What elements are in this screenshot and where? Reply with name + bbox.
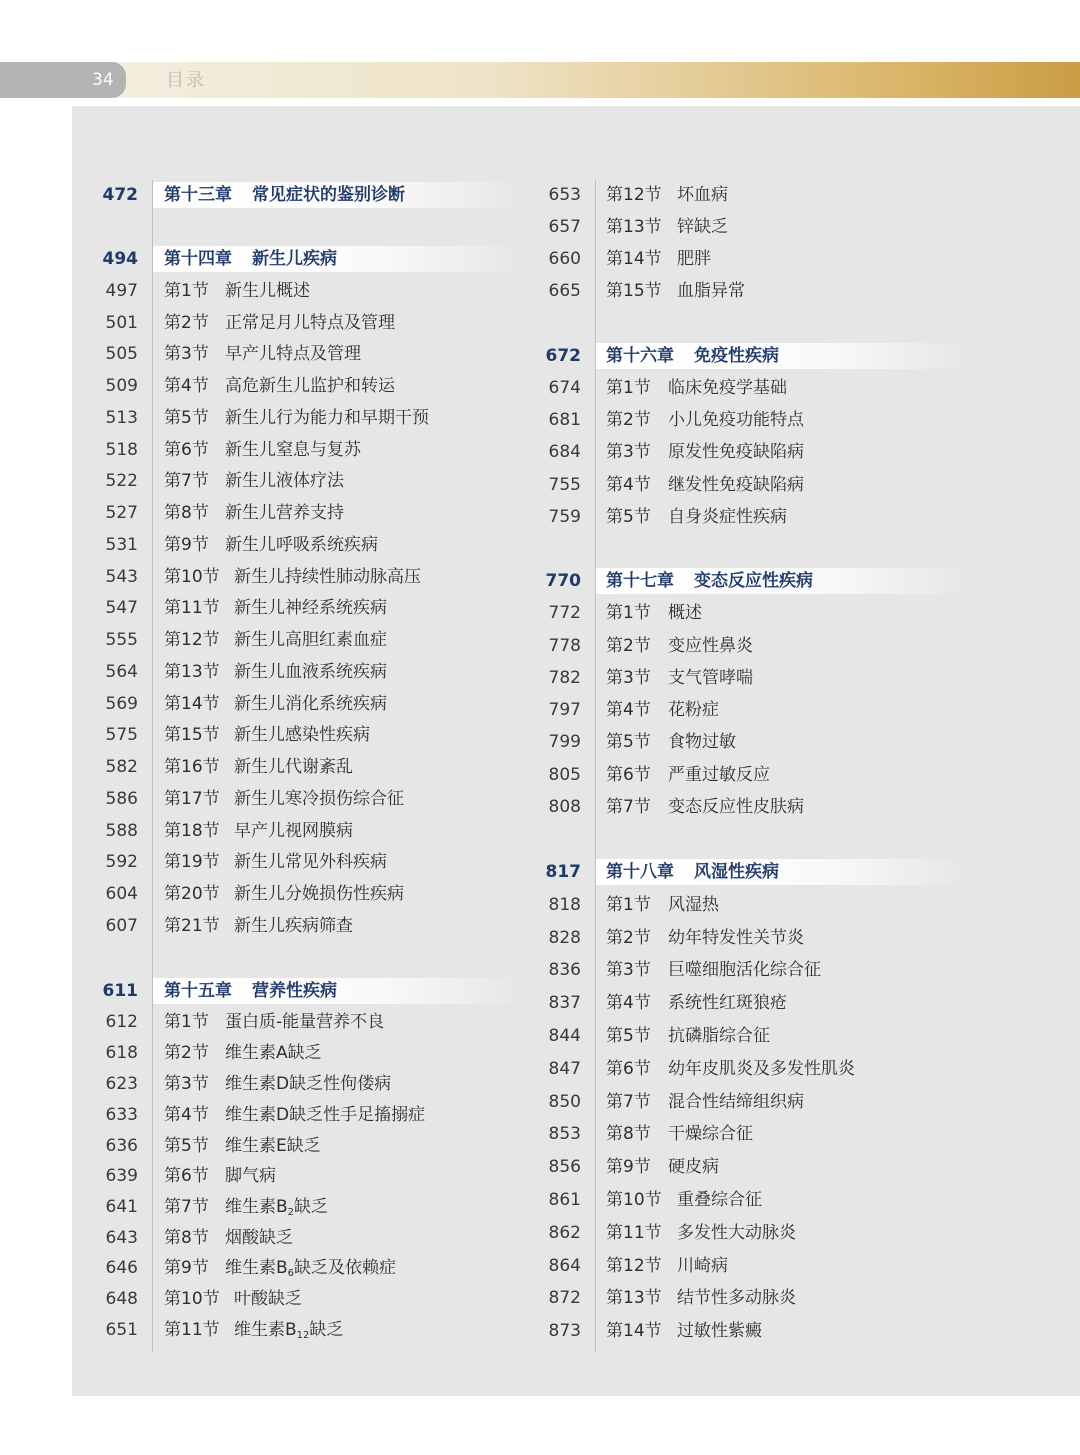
section-title: 严重过敏反应 bbox=[668, 765, 770, 785]
section-title: 坏血病 bbox=[677, 185, 728, 205]
section-label: 第7节 bbox=[164, 1197, 209, 1217]
page-number-cell: 797 bbox=[548, 700, 581, 720]
section-title: 维生素D缺乏性佝偻病 bbox=[225, 1074, 392, 1094]
page-number-cell: 808 bbox=[548, 797, 581, 817]
section-title: 原发性免疫缺陷病 bbox=[668, 442, 804, 462]
section-title: 新生儿液体疗法 bbox=[225, 471, 344, 491]
section-title: 新生儿高胆红素血症 bbox=[234, 630, 387, 650]
toc-row[interactable] bbox=[0, 180, 1080, 210]
section-label: 第12节 bbox=[606, 1256, 662, 1276]
section-title: 混合性结缔组织病 bbox=[668, 1092, 804, 1112]
toc-row[interactable] bbox=[0, 502, 1080, 532]
toc-row[interactable] bbox=[0, 1251, 1080, 1281]
page-number-cell: 782 bbox=[548, 668, 581, 688]
page-number-cell: 657 bbox=[548, 217, 581, 237]
toc-row[interactable] bbox=[0, 955, 1080, 985]
page-number-cell: 853 bbox=[548, 1124, 581, 1144]
section-title: 维生素D缺乏性手足搐搦症 bbox=[225, 1105, 426, 1125]
page-number-cell: 575 bbox=[105, 725, 138, 745]
chapter-label: 第十八章 bbox=[606, 862, 674, 882]
section-title: 新生儿血液系统疾病 bbox=[234, 662, 387, 682]
section-title: 硬皮病 bbox=[668, 1157, 719, 1177]
page-number-cell: 513 bbox=[105, 408, 138, 428]
section-label: 第17节 bbox=[164, 789, 220, 809]
section-title: 过敏性紫癜 bbox=[677, 1321, 762, 1341]
section-title: 维生素A缺乏 bbox=[225, 1043, 322, 1063]
toc-row[interactable] bbox=[0, 308, 1080, 338]
chapter-label: 第十七章 bbox=[606, 571, 674, 591]
page-number-cell: 665 bbox=[548, 281, 581, 301]
section-title: 新生儿分娩损伤性疾病 bbox=[234, 884, 404, 904]
page-number-cell: 672 bbox=[545, 346, 581, 366]
chapter-title: 风湿性疾病 bbox=[694, 862, 779, 882]
toc-row[interactable] bbox=[0, 1316, 1080, 1346]
page-number-cell: 522 bbox=[105, 471, 138, 491]
section-label: 第13节 bbox=[606, 217, 662, 237]
section-label: 第1节 bbox=[606, 378, 651, 398]
chapter-label: 第十六章 bbox=[606, 346, 674, 366]
toc-row[interactable] bbox=[0, 1021, 1080, 1051]
toc-row[interactable] bbox=[0, 373, 1080, 403]
toc-row[interactable] bbox=[0, 923, 1080, 953]
chapter-label: 第十五章 bbox=[164, 981, 232, 1001]
page-number-cell: 494 bbox=[102, 249, 138, 269]
page-number-cell: 547 bbox=[105, 598, 138, 618]
title-subscript: 2 bbox=[287, 1207, 295, 1218]
section-title: 临床免疫学基础 bbox=[668, 378, 787, 398]
toc-row[interactable] bbox=[0, 727, 1080, 757]
section-title: 自身炎症性疾病 bbox=[668, 507, 787, 527]
title-text: 维生素B bbox=[234, 1320, 297, 1340]
title-text: 缺乏及依赖症 bbox=[294, 1258, 397, 1278]
page-number-cell: 604 bbox=[105, 884, 138, 904]
page-number-cell: 861 bbox=[548, 1190, 581, 1210]
section-title: 锌缺乏 bbox=[677, 217, 728, 237]
title-text: 维生素B bbox=[225, 1197, 288, 1217]
page-number-cell: 864 bbox=[548, 1256, 581, 1276]
section-label: 第1节 bbox=[164, 1012, 209, 1032]
chapter-title: 常见症状的鉴别诊断 bbox=[252, 185, 405, 205]
page-number-cell: 612 bbox=[105, 1012, 138, 1032]
section-title: 新生儿寒冷损伤综合征 bbox=[234, 789, 404, 809]
section-title: 血脂异常 bbox=[677, 281, 745, 301]
section-label: 第12节 bbox=[606, 185, 662, 205]
section-label: 第8节 bbox=[164, 503, 209, 523]
section-label: 第15节 bbox=[606, 281, 662, 301]
chapter-title: 新生儿疾病 bbox=[252, 249, 337, 269]
section-label: 第4节 bbox=[606, 993, 651, 1013]
section-label: 第10节 bbox=[164, 567, 220, 587]
page-number-cell: 862 bbox=[548, 1223, 581, 1243]
page-number-cell: 850 bbox=[548, 1092, 581, 1112]
section-title: 系统性红斑狼疮 bbox=[668, 993, 787, 1013]
section-label: 第9节 bbox=[164, 535, 209, 555]
section-label: 第5节 bbox=[606, 732, 651, 752]
toc-row[interactable] bbox=[0, 890, 1080, 920]
page-number-cell: 770 bbox=[545, 571, 581, 591]
section-title: 抗磷脂综合征 bbox=[668, 1026, 770, 1046]
toc-row[interactable] bbox=[0, 1152, 1080, 1182]
toc-row[interactable] bbox=[0, 437, 1080, 467]
section-label: 第7节 bbox=[164, 471, 209, 491]
section-label: 第7节 bbox=[606, 797, 651, 817]
page-number-cell: 674 bbox=[548, 378, 581, 398]
section-label: 第2节 bbox=[164, 1043, 209, 1063]
title-subscript: 6 bbox=[287, 1268, 295, 1279]
section-label: 第8节 bbox=[164, 1228, 209, 1248]
section-title: 新生儿呼吸系统疾病 bbox=[225, 535, 378, 555]
section-title: 变应性鼻炎 bbox=[668, 636, 753, 656]
page-number-cell: 755 bbox=[548, 475, 581, 495]
page-number-cell: 653 bbox=[548, 185, 581, 205]
page-number-cell: 564 bbox=[105, 662, 138, 682]
toc-row[interactable] bbox=[0, 1087, 1080, 1117]
page-number-cell: 633 bbox=[105, 1105, 138, 1125]
page-number-cell: 772 bbox=[548, 603, 581, 623]
page-number-cell: 555 bbox=[105, 630, 138, 650]
title-subscript: 12 bbox=[296, 1330, 310, 1341]
section-label: 第14节 bbox=[164, 694, 220, 714]
chapter-row[interactable] bbox=[0, 566, 1080, 596]
page-number-cell: 660 bbox=[548, 249, 581, 269]
page-number-cell: 651 bbox=[105, 1320, 138, 1340]
header-bar bbox=[0, 62, 1080, 98]
section-label: 第10节 bbox=[606, 1190, 662, 1210]
section-title: 新生儿窒息与复苏 bbox=[225, 440, 361, 460]
page-number-cell: 639 bbox=[105, 1166, 138, 1186]
toc-row[interactable] bbox=[0, 1054, 1080, 1084]
section-title: 食物过敏 bbox=[668, 732, 736, 752]
page-number-cell: 505 bbox=[105, 344, 138, 364]
section-label: 第3节 bbox=[606, 960, 651, 980]
page-number-cell: 607 bbox=[105, 916, 138, 936]
chapter-row[interactable] bbox=[0, 341, 1080, 371]
page-number-cell: 836 bbox=[548, 960, 581, 980]
toc-row[interactable] bbox=[0, 1185, 1080, 1215]
section-title: 新生儿感染性疾病 bbox=[234, 725, 370, 745]
section-label: 第16节 bbox=[164, 757, 220, 777]
page-number-cell: 518 bbox=[105, 440, 138, 460]
section-label: 第20节 bbox=[164, 884, 220, 904]
title-text: 缺乏 bbox=[294, 1197, 329, 1217]
section-label: 第2节 bbox=[606, 636, 651, 656]
section-title: 巨噬细胞活化综合征 bbox=[668, 960, 821, 980]
page-number-cell: 828 bbox=[548, 928, 581, 948]
section-title: 正常足月儿特点及管理 bbox=[225, 313, 395, 333]
section-label: 第4节 bbox=[606, 700, 651, 720]
section-label: 第18节 bbox=[164, 821, 220, 841]
section-title: 幼年特发性关节炎 bbox=[668, 928, 804, 948]
page-number-cell: 497 bbox=[105, 281, 138, 301]
section-title: 肥胖 bbox=[677, 249, 711, 269]
chapter-row[interactable] bbox=[0, 857, 1080, 887]
section-label: 第9节 bbox=[606, 1157, 651, 1177]
section-label: 第11节 bbox=[606, 1223, 662, 1243]
page-number-cell: 873 bbox=[548, 1321, 581, 1341]
toc-row[interactable] bbox=[0, 244, 1080, 274]
toc-row[interactable] bbox=[0, 276, 1080, 306]
section-title: 新生儿消化系统疾病 bbox=[234, 694, 387, 714]
page-number-cell: 648 bbox=[105, 1289, 138, 1309]
chapter-title: 营养性疾病 bbox=[252, 981, 337, 1001]
toc-row[interactable] bbox=[0, 988, 1080, 1018]
section-title: 早产儿特点及管理 bbox=[225, 344, 361, 364]
toc-row[interactable] bbox=[0, 598, 1080, 628]
page-number-cell: 586 bbox=[105, 789, 138, 809]
section-label: 第5节 bbox=[606, 507, 651, 527]
page-number-cell: 759 bbox=[548, 507, 581, 527]
toc-row[interactable] bbox=[0, 631, 1080, 661]
page-number-cell: 531 bbox=[105, 535, 138, 555]
page-number-cell: 684 bbox=[548, 442, 581, 462]
section-label: 第1节 bbox=[164, 281, 209, 301]
page-number-cell: 611 bbox=[102, 981, 138, 1001]
section-label: 第1节 bbox=[606, 895, 651, 915]
section-label: 第3节 bbox=[606, 442, 651, 462]
section-title: 烟酸缺乏 bbox=[225, 1228, 293, 1248]
section-label: 第11节 bbox=[164, 598, 220, 618]
page-number-cell: 501 bbox=[105, 313, 138, 333]
page-number-cell: 818 bbox=[548, 895, 581, 915]
section-label: 第21节 bbox=[164, 916, 220, 936]
section-title: 新生儿营养支持 bbox=[225, 503, 344, 523]
page-number: 34 bbox=[0, 62, 126, 98]
section-label: 第6节 bbox=[164, 440, 209, 460]
section-title: 新生儿代谢紊乱 bbox=[234, 757, 353, 777]
section-label: 第12节 bbox=[164, 630, 220, 650]
section-label: 第5节 bbox=[606, 1026, 651, 1046]
section-label: 第11节 bbox=[164, 1320, 220, 1340]
section-label: 第4节 bbox=[606, 475, 651, 495]
section-title: 重叠综合征 bbox=[677, 1190, 762, 1210]
toc-row[interactable] bbox=[0, 695, 1080, 725]
page-number-cell: 592 bbox=[105, 852, 138, 872]
page-number-cell: 582 bbox=[105, 757, 138, 777]
page-number-cell: 799 bbox=[548, 732, 581, 752]
section-label: 第4节 bbox=[164, 1105, 209, 1125]
page-number-cell: 509 bbox=[105, 376, 138, 396]
page-number-cell: 646 bbox=[105, 1258, 138, 1278]
section-label: 第2节 bbox=[164, 313, 209, 333]
section-title: 结节性多动脉炎 bbox=[677, 1288, 796, 1308]
section-title: 叶酸缺乏 bbox=[234, 1289, 302, 1309]
section-label: 第3节 bbox=[606, 668, 651, 688]
section-label: 第9节 bbox=[164, 1258, 209, 1278]
page-number-cell: 681 bbox=[548, 410, 581, 430]
title-text: 缺乏 bbox=[309, 1320, 344, 1340]
title-text: 维生素B bbox=[225, 1258, 288, 1278]
page-number-cell: 641 bbox=[105, 1197, 138, 1217]
page-number-cell: 844 bbox=[548, 1026, 581, 1046]
page-number-cell: 872 bbox=[548, 1288, 581, 1308]
section-title: 新生儿行为能力和早期干预 bbox=[225, 408, 429, 428]
section-label: 第6节 bbox=[606, 1059, 651, 1079]
page-number-cell: 588 bbox=[105, 821, 138, 841]
section-title: 维生素E缺乏 bbox=[225, 1136, 321, 1156]
section-title: 新生儿常见外科疾病 bbox=[234, 852, 387, 872]
section-title: 干燥综合征 bbox=[668, 1124, 753, 1144]
toc-row[interactable] bbox=[0, 530, 1080, 560]
section-label: 第10节 bbox=[164, 1289, 220, 1309]
page-number-cell: 817 bbox=[545, 862, 581, 882]
section-title: 支气管哮喘 bbox=[668, 668, 753, 688]
toc-row[interactable] bbox=[0, 470, 1080, 500]
page-number-cell: 618 bbox=[105, 1043, 138, 1063]
section-title: 风湿热 bbox=[668, 895, 719, 915]
section-label: 第5节 bbox=[164, 408, 209, 428]
page-number-cell: 778 bbox=[548, 636, 581, 656]
page-number-cell: 543 bbox=[105, 567, 138, 587]
section-label: 第8节 bbox=[606, 1124, 651, 1144]
page-number-cell: 643 bbox=[105, 1228, 138, 1248]
section-label: 第2节 bbox=[606, 410, 651, 430]
section-label: 第14节 bbox=[606, 1321, 662, 1341]
section-title: 新生儿持续性肺动脉高压 bbox=[234, 567, 421, 587]
section-title: 小儿免疫功能特点 bbox=[668, 410, 804, 430]
section-title: 早产儿视网膜病 bbox=[234, 821, 353, 841]
page-title: 目录 bbox=[166, 70, 206, 91]
toc-row[interactable] bbox=[0, 792, 1080, 822]
toc-row[interactable] bbox=[0, 1218, 1080, 1248]
toc-row[interactable] bbox=[0, 760, 1080, 790]
section-label: 第13节 bbox=[606, 1288, 662, 1308]
chapter-label: 第十四章 bbox=[164, 249, 232, 269]
section-label: 第4节 bbox=[164, 376, 209, 396]
page-number-cell: 569 bbox=[105, 694, 138, 714]
page-number-cell: 623 bbox=[105, 1074, 138, 1094]
section-title: 脚气病 bbox=[225, 1166, 276, 1186]
page-number-cell: 847 bbox=[548, 1059, 581, 1079]
section-title: 概述 bbox=[668, 603, 702, 623]
section-label: 第6节 bbox=[164, 1166, 209, 1186]
toc-row[interactable] bbox=[0, 405, 1080, 435]
section-label: 第14节 bbox=[606, 249, 662, 269]
page-number-cell: 472 bbox=[102, 185, 138, 205]
section-label: 第7节 bbox=[606, 1092, 651, 1112]
page-number-cell: 856 bbox=[548, 1157, 581, 1177]
section-label: 第15节 bbox=[164, 725, 220, 745]
section-title: 继发性免疫缺陷病 bbox=[668, 475, 804, 495]
section-title: 高危新生儿监护和转运 bbox=[225, 376, 395, 396]
section-title: 新生儿疾病筛查 bbox=[234, 916, 353, 936]
page-number-cell: 527 bbox=[105, 503, 138, 523]
toc-row[interactable] bbox=[0, 1283, 1080, 1313]
section-title: 新生儿神经系统疾病 bbox=[234, 598, 387, 618]
chapter-title: 变态反应性疾病 bbox=[694, 571, 813, 591]
section-label: 第5节 bbox=[164, 1136, 209, 1156]
section-title: 蛋白质-能量营养不良 bbox=[225, 1012, 385, 1032]
toc-row[interactable] bbox=[0, 212, 1080, 242]
chapter-label: 第十三章 bbox=[164, 185, 232, 205]
section-label: 第19节 bbox=[164, 852, 220, 872]
page-number-cell: 805 bbox=[548, 765, 581, 785]
section-label: 第3节 bbox=[164, 344, 209, 364]
section-title: 幼年皮肌炎及多发性肌炎 bbox=[668, 1059, 855, 1079]
section-label: 第2节 bbox=[606, 928, 651, 948]
section-title: 川崎病 bbox=[677, 1256, 728, 1276]
page-number-cell: 636 bbox=[105, 1136, 138, 1156]
section-label: 第3节 bbox=[164, 1074, 209, 1094]
section-label: 第6节 bbox=[606, 765, 651, 785]
toc-row[interactable] bbox=[0, 1119, 1080, 1149]
section-label: 第13节 bbox=[164, 662, 220, 682]
section-label: 第1节 bbox=[606, 603, 651, 623]
page-number-cell: 837 bbox=[548, 993, 581, 1013]
section-title: 花粉症 bbox=[668, 700, 719, 720]
chapter-title: 免疫性疾病 bbox=[694, 346, 779, 366]
section-title: 多发性大动脉炎 bbox=[677, 1223, 796, 1243]
toc-row[interactable] bbox=[0, 663, 1080, 693]
section-title: 新生儿概述 bbox=[225, 281, 310, 301]
section-title: 变态反应性皮肤病 bbox=[668, 797, 804, 817]
